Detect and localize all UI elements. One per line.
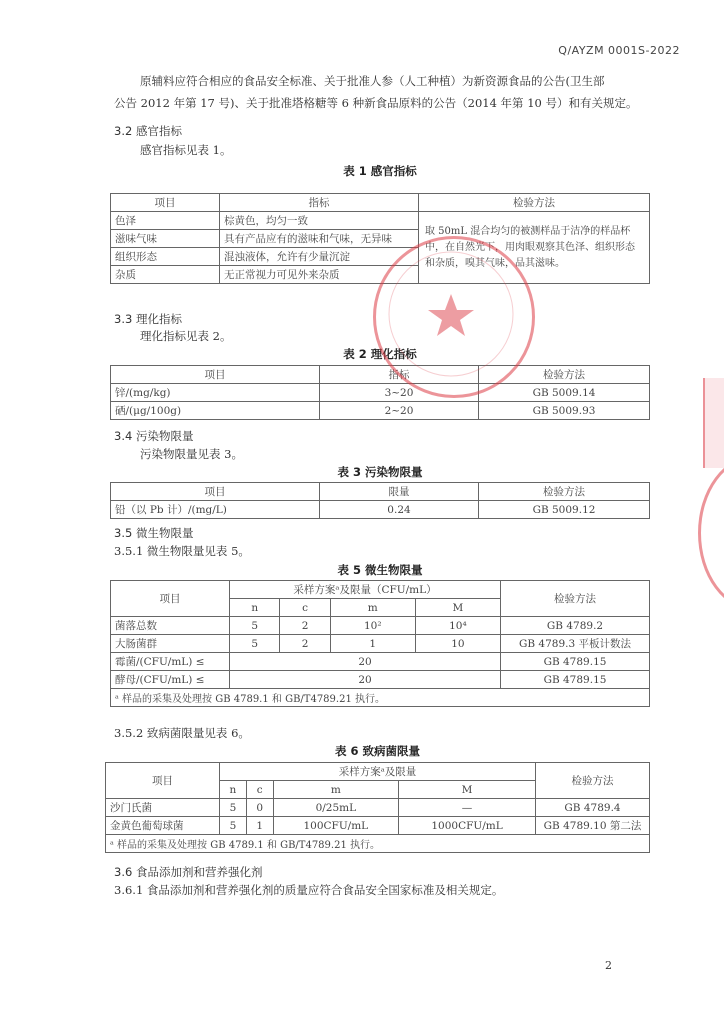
cell-index: 无正常视力可见外来杂质	[220, 266, 419, 284]
cell-method: GB 5009.12	[479, 501, 650, 519]
cell-limit: 20	[230, 671, 501, 689]
cell-index: 混浊液体，允许有少量沉淀	[220, 248, 419, 266]
table-5-microbial	[110, 580, 650, 707]
section-heading-3-2: 3.2 感官指标	[114, 124, 182, 138]
subsection-3-5-1: 3.5.1 微生物限量见表 5。	[114, 544, 250, 558]
page-number: 2	[605, 959, 612, 972]
section-lead-3-2: 感官指标见表 1。	[140, 143, 232, 157]
cell-method: GB 4789.15	[501, 653, 650, 671]
header-sampling-plan: 采样方案ᵃ及限量	[220, 763, 536, 781]
section-heading-3-4: 3.4 污染物限量	[114, 429, 194, 443]
edge-seal	[698, 455, 724, 611]
header-index: 指标	[320, 366, 479, 384]
header-item: 项目	[111, 483, 320, 501]
header-limit: 限量	[320, 483, 479, 501]
section-heading-3-6: 3.6 食品添加剂和营养强化剂	[114, 865, 263, 879]
table-row	[111, 635, 650, 653]
table-row	[111, 212, 650, 230]
cell-item: 沙门氏菌	[106, 799, 220, 817]
table-header-row	[111, 194, 650, 212]
header-method: 检验方法	[479, 366, 650, 384]
section-heading-3-5: 3.5 微生物限量	[114, 526, 194, 540]
cell-M: 10⁴	[415, 617, 500, 635]
table-row	[111, 653, 650, 671]
header-item: 项目	[111, 366, 320, 384]
section-heading-3-3: 3.3 理化指标	[114, 312, 182, 326]
cell-item: 菌落总数	[111, 617, 230, 635]
header-M: M	[415, 599, 500, 617]
cell-n: 5	[220, 817, 247, 835]
table-1-caption: 表 1 感官指标	[343, 164, 417, 178]
table-note-row	[106, 835, 650, 853]
cell-m: 100CFU/mL	[273, 817, 399, 835]
cell-n: 5	[230, 617, 280, 635]
seal-star-icon	[373, 236, 529, 392]
header-method: 检验方法	[479, 483, 650, 501]
header-n: n	[230, 599, 280, 617]
cell-c: 0	[246, 799, 273, 817]
cell-item: 杂质	[111, 266, 220, 284]
table-6-caption: 表 6 致病菌限量	[334, 744, 420, 758]
header-item: 项目	[111, 194, 220, 212]
cell-item: 酵母/(CFU/mL) ≤	[111, 671, 230, 689]
cell-method: GB 4789.15	[501, 671, 650, 689]
cell-M: 1000CFU/mL	[399, 817, 536, 835]
cell-method: GB 4789.4	[536, 799, 650, 817]
cell-item: 色泽	[111, 212, 220, 230]
cell-method: GB 5009.14	[479, 384, 650, 402]
header-c: c	[280, 599, 330, 617]
subsection-3-6-1: 3.6.1 食品添加剂和营养强化剂的质量应符合食品安全国家标准及相关规定。	[114, 883, 504, 897]
header-n: n	[220, 781, 247, 799]
cell-n: 5	[220, 799, 247, 817]
cell-c: 2	[280, 617, 330, 635]
table-2-caption: 表 2 理化指标	[343, 347, 417, 361]
cell-method: 取 50mL 混合均匀的被测样品于洁净的样品杯中，在自然光下，用肉眼观察其色泽、组织形态和杂质，嗅其气味，品其滋味。	[419, 212, 650, 284]
document-code: Q/AYZM 0001S-2022	[558, 44, 680, 57]
cell-index: 棕黄色，均匀一致	[220, 212, 419, 230]
table-row	[111, 671, 650, 689]
intro-line-1: 原辅料应符合相应的食品安全标准、关于批准人参（人工种植）为新资源食品的公告(卫生部	[140, 74, 605, 88]
section-lead-3-3: 理化指标见表 2。	[140, 329, 232, 343]
cell-item: 滋味气味	[111, 230, 220, 248]
table-3-contaminants	[110, 482, 650, 519]
cell-M: —	[399, 799, 536, 817]
table-header-row	[106, 763, 650, 781]
table-header-row	[111, 581, 650, 599]
table-row	[111, 617, 650, 635]
header-M: M	[399, 781, 536, 799]
cell-index: 2~20	[320, 402, 479, 420]
cell-method: GB 4789.2	[501, 617, 650, 635]
table-5-caption: 表 5 微生物限量	[337, 563, 423, 577]
cell-limit: 0.24	[320, 501, 479, 519]
cell-M: 10	[415, 635, 500, 653]
header-c: c	[246, 781, 273, 799]
cell-m: 10²	[330, 617, 415, 635]
table-row	[106, 817, 650, 835]
cell-index: 3~20	[320, 384, 479, 402]
cell-limit: 20	[230, 653, 501, 671]
cell-index: 具有产品应有的滋味和气味，无异味	[220, 230, 419, 248]
table-3-caption: 表 3 污染物限量	[337, 465, 423, 479]
cell-item: 组织形态	[111, 248, 220, 266]
cell-item: 硒/(μg/100g)	[111, 402, 320, 420]
table-row	[111, 402, 650, 420]
cell-c: 2	[280, 635, 330, 653]
section-lead-3-4: 污染物限量见表 3。	[140, 447, 243, 461]
table-header-row	[111, 483, 650, 501]
header-item: 项目	[111, 581, 230, 617]
cell-method: GB 4789.3 平板计数法	[501, 635, 650, 653]
table-row	[106, 799, 650, 817]
header-method: 检验方法	[419, 194, 650, 212]
header-method: 检验方法	[536, 763, 650, 799]
subsection-3-5-2: 3.5.2 致病菌限量见表 6。	[114, 726, 250, 740]
header-m: m	[273, 781, 399, 799]
intro-line-2: 公告 2012 年第 17 号)、关于批准塔格糖等 6 种新食品原料的公告（2014 年第 10 号）和有关规定。	[114, 96, 638, 110]
edge-stamp-mark	[703, 378, 724, 468]
header-m: m	[330, 599, 415, 617]
cell-m: 1	[330, 635, 415, 653]
cell-m: 0/25mL	[273, 799, 399, 817]
cell-method: GB 4789.10 第二法	[536, 817, 650, 835]
header-index: 指标	[220, 194, 419, 212]
cell-n: 5	[230, 635, 280, 653]
cell-c: 1	[246, 817, 273, 835]
cell-method: GB 5009.93	[479, 402, 650, 420]
header-sampling-plan: 采样方案ᵃ及限量（CFU/mL）	[230, 581, 501, 599]
table-note: ᵃ 样品的采集及处理按 GB 4789.1 和 GB/T4789.21 执行。	[111, 689, 650, 707]
cell-item: 铅（以 Pb 计）/(mg/L)	[111, 501, 320, 519]
table-row	[111, 501, 650, 519]
table-6-pathogens	[105, 762, 650, 853]
cell-item: 锌/(mg/kg)	[111, 384, 320, 402]
header-method: 检验方法	[501, 581, 650, 617]
cell-item: 金黄色葡萄球菌	[106, 817, 220, 835]
table-note: ᵃ 样品的采集及处理按 GB 4789.1 和 GB/T4789.21 执行。	[106, 835, 650, 853]
table-note-row	[111, 689, 650, 707]
header-item: 项目	[106, 763, 220, 799]
company-seal	[373, 236, 535, 398]
cell-item: 大肠菌群	[111, 635, 230, 653]
cell-item: 霉菌/(CFU/mL) ≤	[111, 653, 230, 671]
